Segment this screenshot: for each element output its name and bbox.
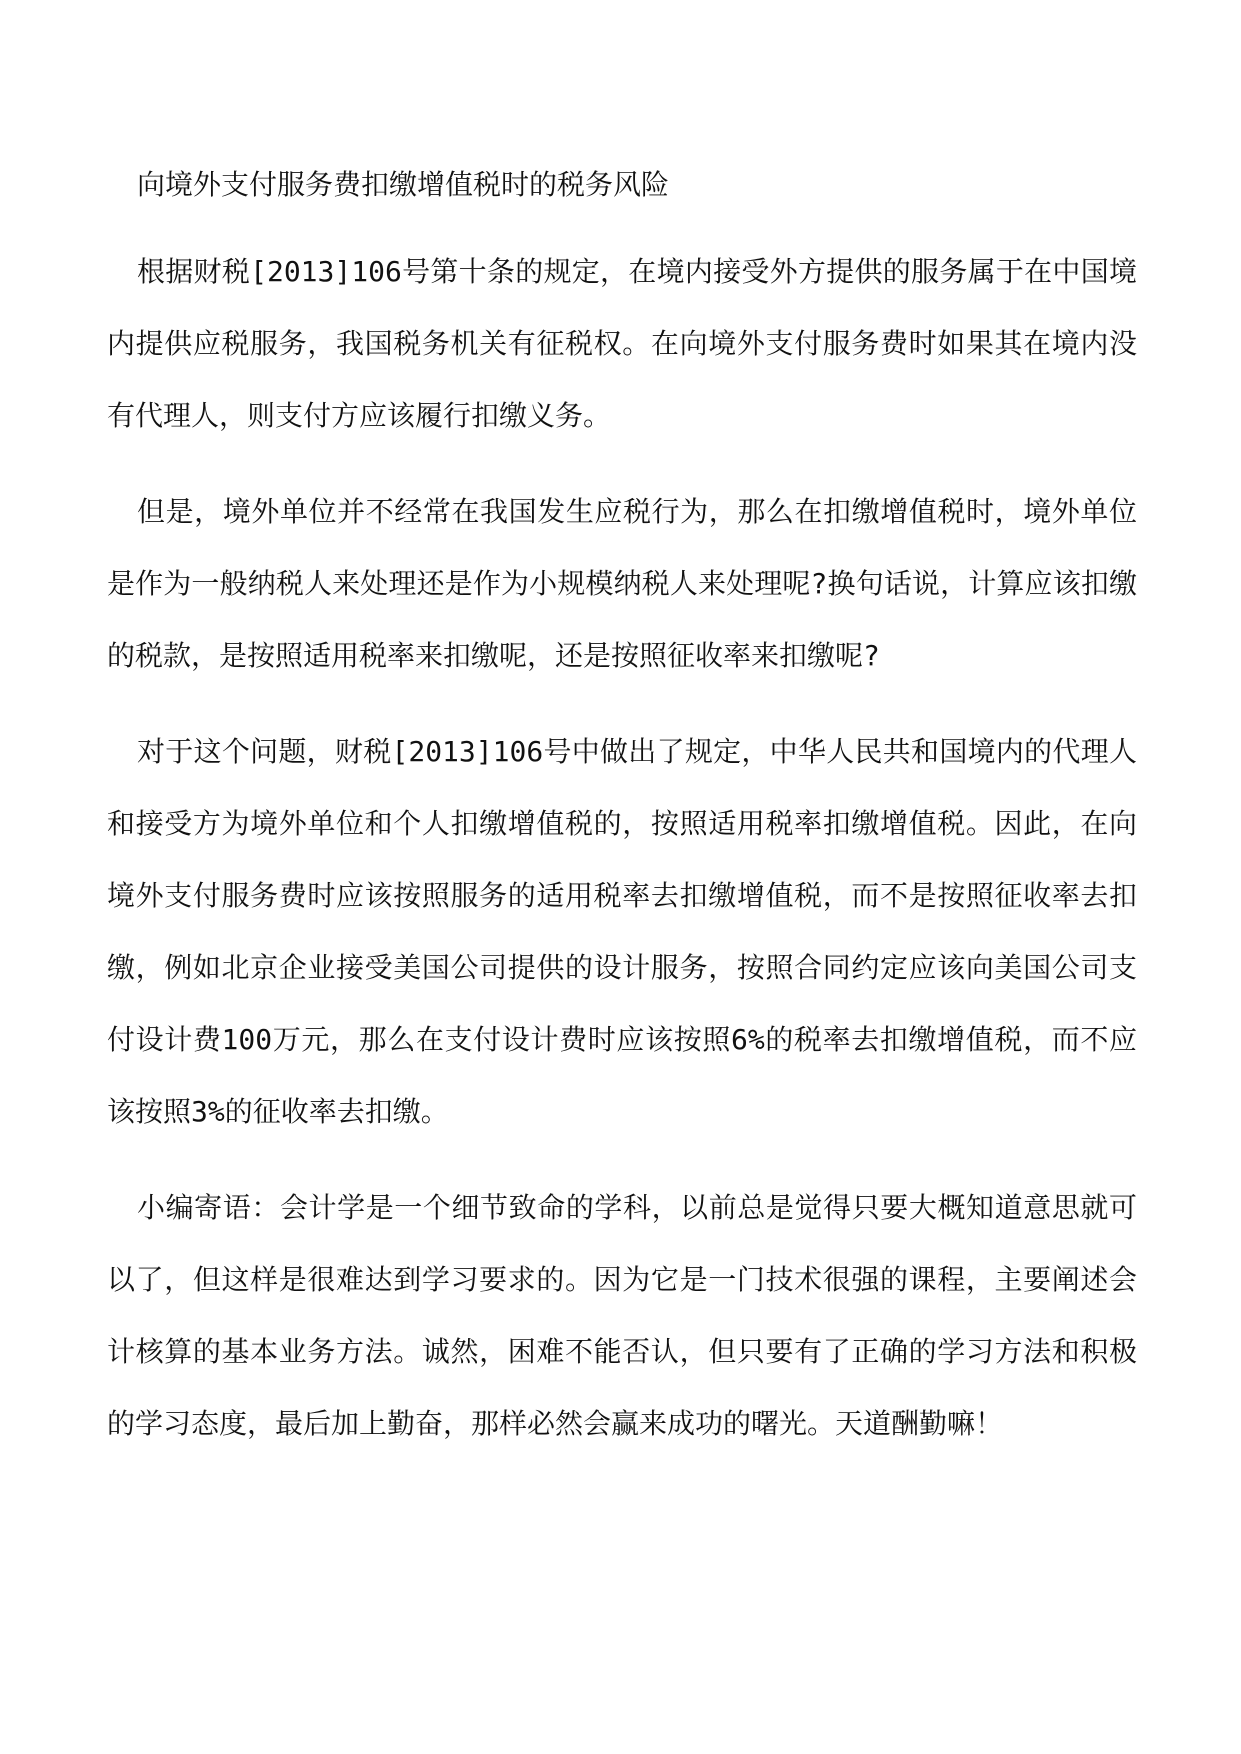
paragraph-question: 但是，境外单位并不经常在我国发生应税行为，那么在扣缴增值税时，境外单位是作为一般纳税人来处理还是作为小规模纳税人来处理呢?换句话说，计算应该扣缴的税款，是按照适用税率来扣缴呢，还是按照征收率来扣缴呢? [107,495,1137,672]
document-title: 向境外支付服务费扣缴增值税时的税务风险 [137,168,670,201]
paragraph-answer: 对于这个问题，财税[2013]106号中做出了规定，中华人民共和国境内的代理人和接受方为境外单位和个人扣缴增值税的，按照适用税率扣缴增值税。因此，在向境外支付服务费时应该按照服务的适用税率去扣缴增值税，而不是按照征收率去扣缴，例如北京企业接受美国公司提供的设计服务，按照合同约定应该向美国公司支付设计费100万元，那么在支付设计费时应该按照6%的税率去扣缴增值税，而不应该按照3%的征收率去扣缴。 [107,735,1137,1128]
paragraph-legal-basis: 根据财税[2013]106号第十条的规定，在境内接受外方提供的服务属于在中国境内提供应税服务，我国税务机关有征税权。在向境外支付服务费时如果其在境内没有代理人，则支付方应该履行扣缴义务。 [107,255,1137,432]
paragraph-editor-note: 小编寄语：会计学是一个细节致命的学科，以前总是觉得只要大概知道意思就可以了，但这样是很难达到学习要求的。因为它是一门技术很强的课程，主要阐述会计核算的基本业务方法。诚然，困难不能否认，但只要有了正确的学习方法和积极的学习态度，最后加上勤奋，那样必然会赢来成功的曙光。天道酬勤嘛！ [107,1191,1137,1440]
document-body [107,160,1137,1460]
